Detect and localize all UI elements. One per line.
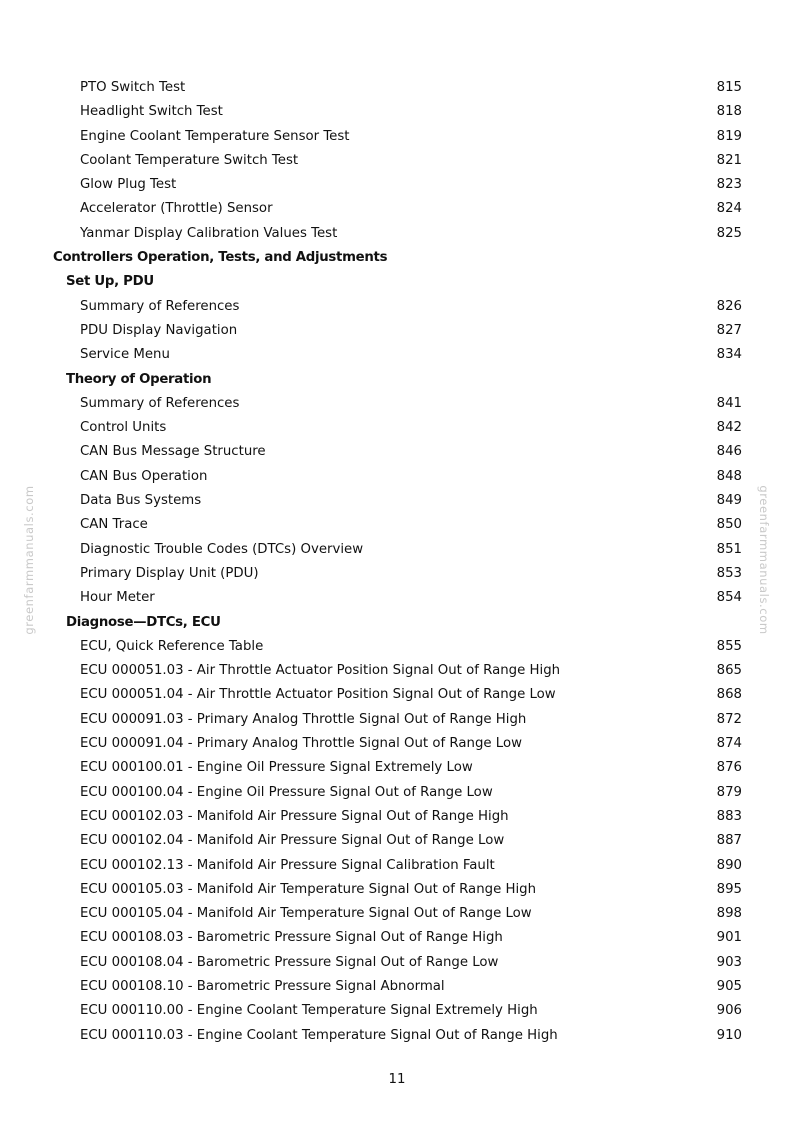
toc-entry-title: Controllers Operation, Tests, and Adjustments xyxy=(53,250,388,266)
toc-entry xyxy=(0,416,794,440)
toc-entry-title: ECU, Quick Reference Table xyxy=(80,638,264,654)
toc-entry-page: 851 xyxy=(716,541,742,557)
toc-entry-page: 834 xyxy=(716,347,742,363)
toc-entry xyxy=(0,756,794,780)
toc-entry-title: Summary of References xyxy=(80,298,240,314)
toc-entry-title: ECU 000102.03 - Manifold Air Pressure Signal Out of Range High xyxy=(80,808,509,824)
toc-entry-page: 819 xyxy=(716,128,742,144)
toc-entry xyxy=(0,878,794,902)
toc-entry-title: Diagnose—DTCs, ECU xyxy=(66,614,221,630)
toc-entry xyxy=(0,805,794,829)
watermark-right: greenfarmmanuals.com xyxy=(757,485,771,635)
toc-entry-title: CAN Trace xyxy=(80,517,148,533)
toc-entry xyxy=(0,100,794,124)
toc-section-heading xyxy=(0,246,794,270)
toc-entry xyxy=(0,319,794,343)
toc-entry xyxy=(0,732,794,756)
watermark-left: greenfarmmanuals.com xyxy=(22,485,36,635)
toc-entry xyxy=(0,465,794,489)
toc-entry xyxy=(0,76,794,100)
toc-entry-page: 848 xyxy=(716,468,742,484)
toc-entry-page: 883 xyxy=(716,808,742,824)
page-number: 11 xyxy=(388,1072,406,1087)
toc-entry xyxy=(0,295,794,319)
toc-entry-page: 841 xyxy=(716,395,742,411)
toc-entry xyxy=(0,635,794,659)
toc-entry xyxy=(0,440,794,464)
toc-entry xyxy=(0,683,794,707)
toc-entry-page: 846 xyxy=(716,444,742,460)
toc-entry xyxy=(0,125,794,149)
toc-entry-page: 901 xyxy=(716,930,742,946)
toc-entry xyxy=(0,538,794,562)
toc-entry xyxy=(0,951,794,975)
toc-entry-page: 850 xyxy=(716,517,742,533)
toc-entry-title: PTO Switch Test xyxy=(80,80,186,95)
toc-entry xyxy=(0,513,794,537)
toc-entry-title: Diagnostic Trouble Codes (DTCs) Overview xyxy=(80,541,364,557)
toc-entry-title: CAN Bus Message Structure xyxy=(80,444,266,460)
toc-entry-page: 824 xyxy=(716,201,742,217)
table-of-contents xyxy=(0,76,794,1048)
toc-entry-title: ECU 000091.03 - Primary Analog Throttle Signal Out of Range High xyxy=(80,711,527,727)
toc-entry xyxy=(0,781,794,805)
toc-entry xyxy=(0,902,794,926)
toc-entry xyxy=(0,392,794,416)
toc-entry-page: 826 xyxy=(716,298,742,314)
toc-entry-title: ECU 000100.04 - Engine Oil Pressure Signal Out of Range Low xyxy=(80,784,493,800)
toc-entry-page: 874 xyxy=(716,736,742,752)
toc-entry-title: PDU Display Navigation xyxy=(80,322,238,338)
toc-entry-title: Hour Meter xyxy=(80,590,155,606)
toc-entry-title: ECU 000102.04 - Manifold Air Pressure Signal Out of Range Low xyxy=(80,833,505,849)
toc-entry-title: Coolant Temperature Switch Test xyxy=(80,152,299,168)
toc-entry xyxy=(0,586,794,610)
toc-entry-page: 815 xyxy=(716,80,742,95)
toc-entry-title: ECU 000100.01 - Engine Oil Pressure Signal Extremely Low xyxy=(80,760,473,776)
toc-entry-title: Service Menu xyxy=(80,347,170,363)
toc-entry-page: 823 xyxy=(716,177,742,193)
toc-entry xyxy=(0,343,794,367)
toc-section-heading xyxy=(0,368,794,392)
toc-entry-page: 865 xyxy=(716,663,742,679)
toc-entry-title: ECU 000110.03 - Engine Coolant Temperature Signal Out of Range High xyxy=(80,1027,558,1043)
toc-entry-page: 895 xyxy=(716,881,742,897)
toc-entry-title: Data Bus Systems xyxy=(80,493,202,509)
toc-entry-page: 821 xyxy=(716,152,742,168)
toc-entry-page: 876 xyxy=(716,760,742,776)
toc-entry-page: 868 xyxy=(716,687,742,703)
toc-entry-page: 818 xyxy=(716,104,742,120)
toc-entry-title: ECU 000105.03 - Manifold Air Temperature Signal Out of Range High xyxy=(80,881,537,897)
toc-entry-title: ECU 000108.10 - Barometric Pressure Signal Abnormal xyxy=(80,978,445,994)
toc-entry-title: ECU 000091.04 - Primary Analog Throttle Signal Out of Range Low xyxy=(80,736,522,752)
toc-entry xyxy=(0,222,794,246)
toc-entry xyxy=(0,926,794,950)
toc-section-heading xyxy=(0,611,794,635)
toc-entry-page: 827 xyxy=(716,322,742,338)
toc-entry-title: ECU 000108.03 - Barometric Pressure Signal Out of Range High xyxy=(80,930,503,946)
toc-entry-title: ECU 000102.13 - Manifold Air Pressure Signal Calibration Fault xyxy=(80,857,495,873)
toc-entry-page: 855 xyxy=(716,638,742,654)
toc-entry-title: Accelerator (Throttle) Sensor xyxy=(80,201,273,217)
toc-entry-page: 853 xyxy=(716,565,742,581)
toc-entry-title: Primary Display Unit (PDU) xyxy=(80,565,259,581)
toc-entry xyxy=(0,197,794,221)
toc-entry-page: 898 xyxy=(716,906,742,922)
toc-entry-title: ECU 000108.04 - Barometric Pressure Signal Out of Range Low xyxy=(80,954,499,970)
toc-entry xyxy=(0,854,794,878)
toc-entry-title: ECU 000051.03 - Air Throttle Actuator Position Signal Out of Range High xyxy=(80,663,561,679)
toc-entry-title: Headlight Switch Test xyxy=(80,104,223,120)
toc-entry-page: 890 xyxy=(716,857,742,873)
toc-entry-title: Theory of Operation xyxy=(66,371,212,387)
toc-entry-title: ECU 000105.04 - Manifold Air Temperature Signal Out of Range Low xyxy=(80,906,532,922)
toc-entry-title: Control Units xyxy=(80,420,167,436)
toc-entry xyxy=(0,149,794,173)
toc-entry-page: 842 xyxy=(716,420,742,436)
toc-entry-title: Engine Coolant Temperature Sensor Test xyxy=(80,128,350,144)
toc-entry-page: 910 xyxy=(716,1027,742,1043)
toc-entry-title: ECU 000110.00 - Engine Coolant Temperature Signal Extremely High xyxy=(80,1003,538,1019)
toc-entry-title: Set Up, PDU xyxy=(66,274,154,290)
toc-entry-title: Yanmar Display Calibration Values Test xyxy=(80,225,338,241)
toc-entry-page: 872 xyxy=(716,711,742,727)
toc-section-heading xyxy=(0,270,794,294)
toc-entry-title: Summary of References xyxy=(80,395,240,411)
toc-entry xyxy=(0,1024,794,1048)
toc-entry-page: 906 xyxy=(716,1003,742,1019)
toc-entry xyxy=(0,489,794,513)
toc-entry xyxy=(0,999,794,1023)
toc-entry-page: 825 xyxy=(716,225,742,241)
toc-entry-page: 854 xyxy=(716,590,742,606)
toc-entry-page: 903 xyxy=(716,954,742,970)
toc-entry xyxy=(0,562,794,586)
toc-entry xyxy=(0,708,794,732)
toc-entry-page: 905 xyxy=(716,978,742,994)
toc-entry xyxy=(0,975,794,999)
toc-entry-page: 887 xyxy=(716,833,742,849)
toc-entry-title: CAN Bus Operation xyxy=(80,468,208,484)
toc-entry xyxy=(0,659,794,683)
toc-entry-title: ECU 000051.04 - Air Throttle Actuator Position Signal Out of Range Low xyxy=(80,687,556,703)
toc-entry-page: 849 xyxy=(716,493,742,509)
toc-entry xyxy=(0,173,794,197)
toc-entry xyxy=(0,829,794,853)
toc-entry-page: 879 xyxy=(716,784,742,800)
toc-entry-title: Glow Plug Test xyxy=(80,177,177,193)
